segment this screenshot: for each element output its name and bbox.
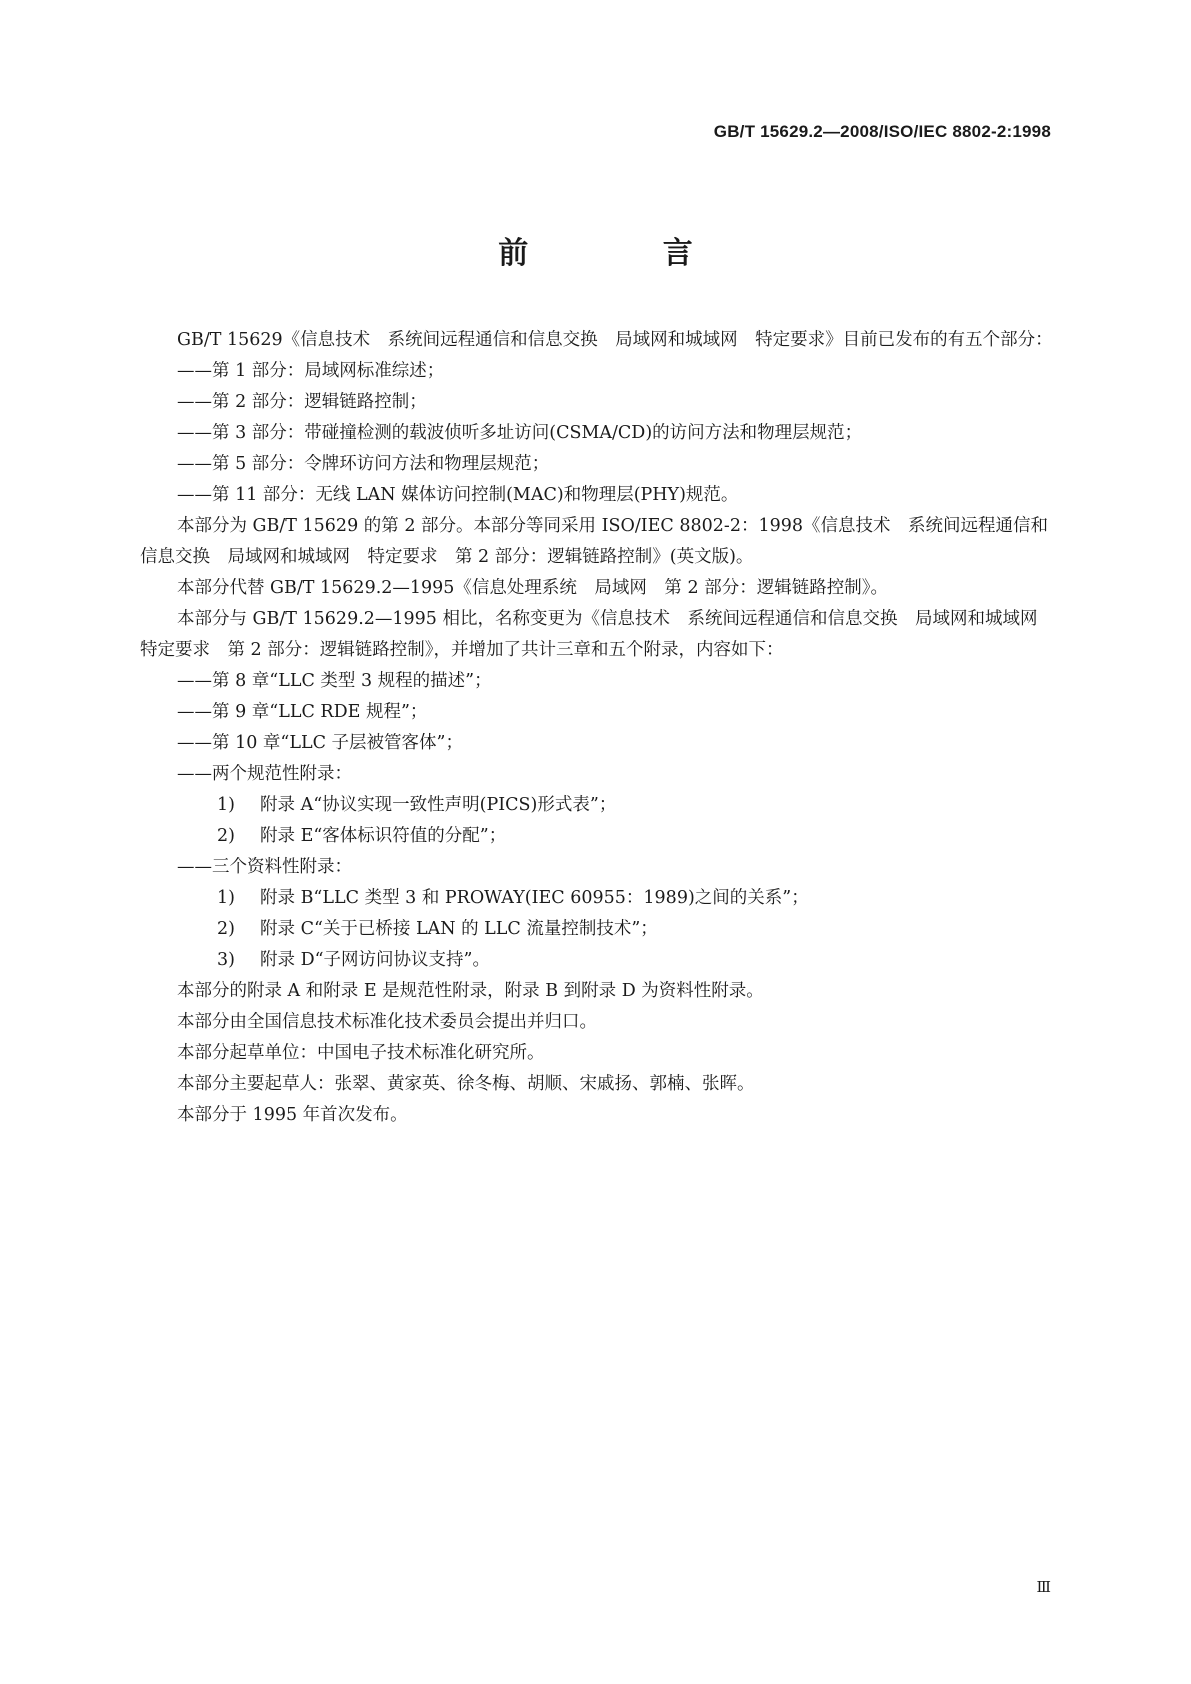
part-item: ——第 3 部分：带碰撞检测的载波侦听多址访问(CSMA/CD)的访问方法和物理层规范； [177,423,863,443]
part-item: ——第 11 部分：无线 LAN 媒体访问控制(MAC)和物理层(PHY)规范。 [177,485,739,505]
informative-annex-item: 3) 附录 D“子网访问协议支持”。 [217,950,490,970]
closing-paragraph: 本部分的附录 A 和附录 E 是规范性附录，附录 B 到附录 D 为资料性附录。 [177,981,764,1001]
closing-paragraph: 本部分起草单位：中国电子技术标准化研究所。 [177,1043,545,1063]
part-item: ——第 2 部分：逻辑链路控制； [177,392,427,412]
part-item: ——第 5 部分：令牌环访问方法和物理层规范； [177,454,550,474]
part-item: ——第 1 部分：局域网标准综述； [177,361,445,381]
replacement-paragraph: 本部分代替 GB/T 15629.2—1995《信息处理系统 局域网 第 2 部分：逻辑链路控制》。 [177,578,888,598]
page-number: Ⅲ [1036,1578,1051,1596]
informative-annex-item: 1) 附录 B“LLC 类型 3 和 PROWAY(IEC 60955：1989)之间的关系”； [217,888,809,908]
page-title: 前 言 [498,236,755,271]
informative-annex-heading: ——三个资料性附录： [177,857,352,877]
informative-annex-item: 2) 附录 C“关于已桥接 LAN 的 LLC 流量控制技术”； [217,919,658,939]
normative-annex-item: 1) 附录 A“协议实现一致性声明(PICS)形式表”； [217,795,617,815]
changes-paragraph: 本部分与 GB/T 15629.2—1995 相比，名称变更为《信息技术 系统间远程通信和信息交换 局域网和城域网 特定要求 第 2 部分：逻辑链路控制》，并增加了共计三章和五个附录，内容如下： [140,609,1055,660]
intro-paragraph: GB/T 15629《信息技术 系统间远程通信和信息交换 局域网和城域网 特定要求》目前已发布的有五个部分： [177,330,1053,350]
chapter-item: ——第 10 章“LLC 子层被管客体”； [177,733,463,753]
chapter-item: ——第 9 章“LLC RDE 规程”； [177,702,428,722]
foreword-body [140,325,1060,1131]
adoption-paragraph: 本部分为 GB/T 15629 的第 2 部分。本部分等同采用 ISO/IEC 8802-2：1998《信息技术 系统间远程通信和信息交换 局域网和城域网 特定要求 第 2 部分：逻辑链路控制》(英文版)。 [140,516,1048,567]
closing-paragraph: 本部分于 1995 年首次发布。 [177,1105,408,1125]
closing-paragraph: 本部分由全国信息技术标准化技术委员会提出并归口。 [177,1012,597,1032]
chapter-item: ——第 8 章“LLC 类型 3 规程的描述”； [177,671,492,691]
normative-annex-heading: ——两个规范性附录： [177,764,352,784]
document-code: GB/T 15629.2—2008/ISO/IEC 8802-2:1998 [713,122,1051,141]
closing-paragraph: 本部分主要起草人：张翠、黄家英、徐冬梅、胡顺、宋戚扬、郭楠、张晖。 [177,1074,755,1094]
normative-annex-item: 2) 附录 E“客体标识符值的分配”； [217,826,507,846]
